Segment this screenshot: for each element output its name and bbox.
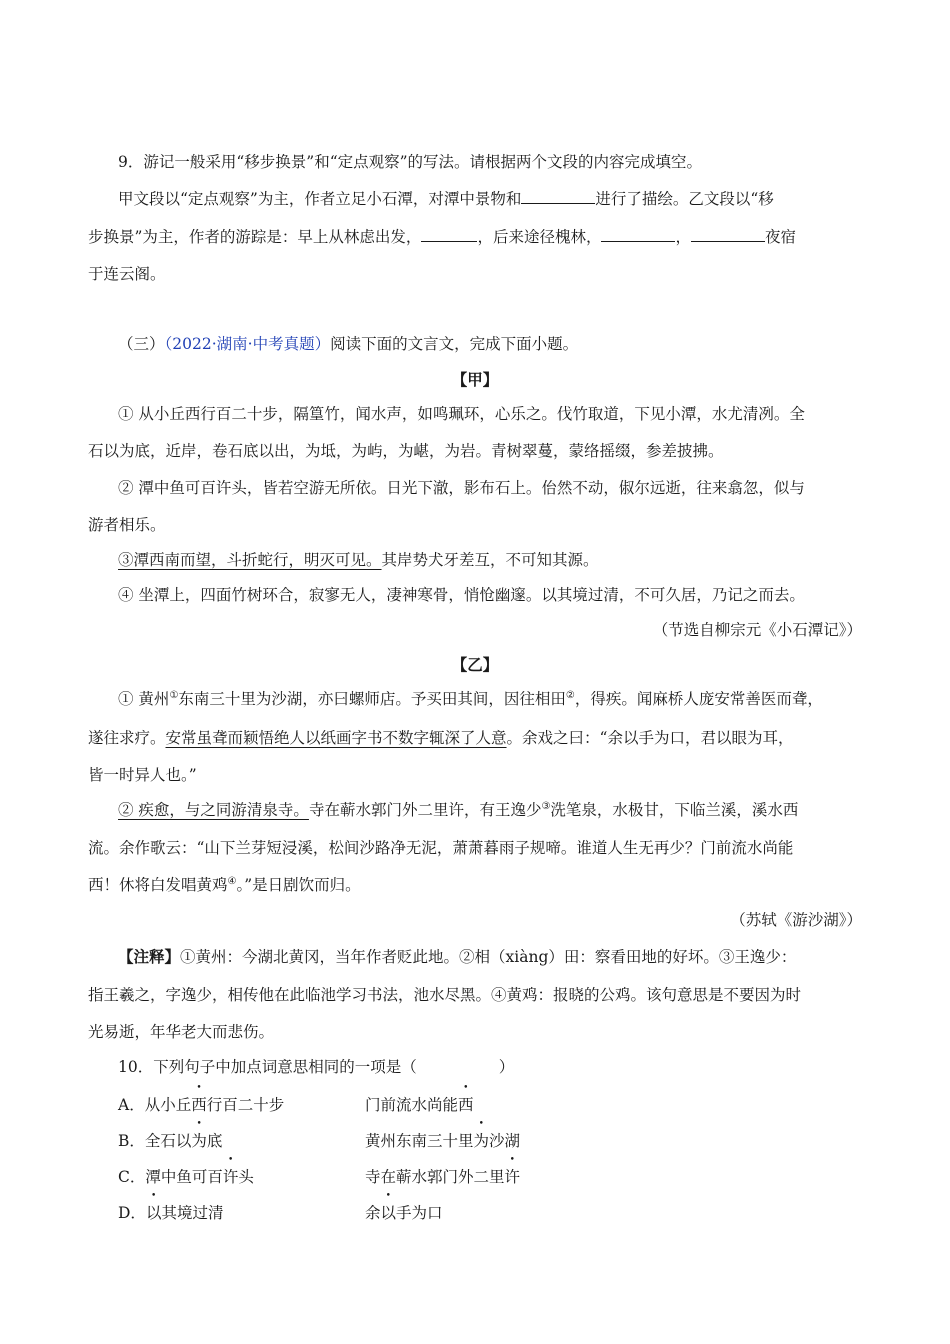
option-C-left[interactable] bbox=[118, 1167, 254, 1187]
passage-line bbox=[118, 550, 599, 570]
footnote-mark: ③ bbox=[541, 800, 551, 812]
option-text: 从小丘 bbox=[144, 1096, 192, 1114]
q9-line-3: 于连云阁。 bbox=[88, 265, 166, 283]
passage-jia-title: 【甲】 bbox=[451, 370, 499, 389]
option-C-right bbox=[365, 1167, 520, 1187]
q9-text: ， bbox=[675, 228, 691, 246]
option-text: 寺在蕲水郭门外二里 bbox=[365, 1168, 505, 1186]
dotted-char: 许 bbox=[222, 1168, 239, 1186]
dotted-char: 为 bbox=[191, 1132, 207, 1150]
passage-text: 其岸势犬牙差互，不可知其源。 bbox=[381, 551, 599, 569]
underlined-sentence: 安常虽聋而颖悟绝人以纸画字书不数字辄深了人意 bbox=[165, 729, 507, 747]
dotted-char: 西 bbox=[458, 1096, 474, 1114]
option-A-right bbox=[365, 1095, 474, 1115]
footnote-mark: ① bbox=[169, 689, 179, 701]
dotted-char: 西 bbox=[191, 1096, 207, 1114]
notes-line bbox=[118, 947, 796, 967]
q9-line-1 bbox=[118, 189, 774, 209]
passage-text: 洗笔泉，水极甘，下临兰溪，溪水西 bbox=[550, 801, 799, 819]
q10-paren-close: ） bbox=[498, 1058, 515, 1076]
q9-text: 步换景”为主，作者的游踪是：早上从林虑出发， bbox=[88, 228, 422, 246]
option-text: 门前流水尚能 bbox=[365, 1096, 459, 1114]
dotted-char: 以 bbox=[380, 1204, 397, 1222]
option-text: 全石以 bbox=[144, 1132, 192, 1150]
option-label: D． bbox=[118, 1204, 146, 1222]
option-label: C． bbox=[118, 1168, 146, 1186]
option-text: 行百二十步 bbox=[206, 1096, 285, 1114]
passage-text: ，得疾。闻麻桥人庞安常善医而聋， bbox=[574, 690, 823, 708]
passage-text: ① 黄州 bbox=[118, 690, 170, 708]
passage-source: （苏轼《游沙湖》） bbox=[730, 911, 862, 929]
answer-blank[interactable] bbox=[421, 227, 477, 242]
q9-text: 进行了描绘。乙文段以“移 bbox=[595, 190, 774, 208]
passage-line bbox=[118, 689, 823, 709]
underlined-sentence: ③潭西南而望，斗折蛇行，明灭可见。 bbox=[118, 551, 382, 569]
passage-text: ④ 坐潭上，四面竹树环合，寂寥无人，凄神寒骨，悄怆幽邃。以其境过清，不可久居，乃记之而去。 bbox=[118, 586, 805, 604]
dotted-char: 以 bbox=[145, 1204, 162, 1222]
option-text: 底 bbox=[206, 1132, 223, 1150]
option-label: A． bbox=[118, 1096, 145, 1114]
option-D-right bbox=[365, 1203, 443, 1223]
q10-stem: 10．下列句子中加点词意思相同的一项是（ bbox=[118, 1058, 417, 1076]
passage-yi-title: 【乙】 bbox=[451, 655, 499, 674]
q9-stem: 9．游记一般采用“移步换景”和“定点观察”的写法。请根据两个文段的内容完成填空。 bbox=[118, 153, 703, 171]
option-text: 潭中鱼可百 bbox=[145, 1168, 223, 1186]
q9-text: ，后来途径槐林， bbox=[477, 228, 602, 246]
passage-line bbox=[118, 800, 798, 820]
passage-text: 游者相乐。 bbox=[88, 516, 166, 534]
passage-source: （节选自柳宗元《小石潭记》） bbox=[652, 621, 862, 639]
source-tag: （2022·湖南·中考真题） bbox=[164, 335, 331, 353]
passage-text: 石以为底，近岸，卷石底以出，为坻，为屿，为嵁，为岩。青树翠蔓，蒙络摇缀，参差披拂。 bbox=[88, 442, 724, 460]
notes-text: ①黄州：今湖北黄冈，当年作者贬此地。②相（xiàng）田：察看田地的好坏。③王逸少： bbox=[180, 948, 797, 966]
answer-blank[interactable] bbox=[601, 227, 675, 242]
passage-text: 。”是日剧饮而归。 bbox=[236, 876, 361, 894]
notes-label: 【注释】 bbox=[118, 947, 181, 966]
passage-text: ① 从小丘西行百二十步，隔篁竹，闻水声，如鸣珮环，心乐之。伐竹取道，下见小潭，水尤清冽。全 bbox=[118, 405, 805, 423]
q9-line-2 bbox=[88, 227, 796, 247]
option-A-left[interactable] bbox=[118, 1095, 284, 1115]
option-D-left[interactable] bbox=[118, 1203, 223, 1223]
option-text: 黄州东南三十里 bbox=[365, 1132, 474, 1150]
passage-text: 西！休将白发唱黄鸡 bbox=[88, 876, 228, 894]
section-instruction: 阅读下面的文言文，完成下面小题。 bbox=[330, 335, 579, 353]
section-number: （三） bbox=[118, 335, 165, 353]
notes-text: 光易逝，年华老大而悲伤。 bbox=[88, 1023, 275, 1041]
answer-blank[interactable] bbox=[691, 227, 765, 242]
footnote-mark: ④ bbox=[227, 875, 237, 887]
underlined-sentence: ② 疾愈，与之同游清泉寺。 bbox=[118, 801, 309, 819]
section-header bbox=[118, 334, 578, 354]
option-text: 其境过清 bbox=[161, 1204, 224, 1222]
option-label: B． bbox=[118, 1132, 145, 1150]
option-B-left[interactable] bbox=[118, 1131, 222, 1151]
option-B-right bbox=[365, 1131, 520, 1151]
passage-text: ② 潭中鱼可百许头，皆若空游无所依。日光下澈，影布石上。佁然不动，俶尔远逝，往来翕忽，似与 bbox=[118, 479, 805, 497]
passage-text: 。余戏之曰：“余以手为口，君以眼为耳， bbox=[506, 729, 794, 747]
passage-text: 寺在蕲水郭门外二里许，有王逸少 bbox=[308, 801, 542, 819]
footnote-mark: ② bbox=[565, 689, 575, 701]
option-text: 头 bbox=[238, 1168, 254, 1186]
passage-text: 遂往求疗。 bbox=[88, 729, 166, 747]
q9-text: 夜宿 bbox=[764, 228, 796, 246]
q9-text: 甲文段以“定点观察”为主，作者立足小石潭，对潭中景物和 bbox=[118, 190, 522, 208]
dotted-char: 为 bbox=[473, 1132, 490, 1150]
passage-line bbox=[88, 728, 793, 748]
passage-text: 皆一时异人也。” bbox=[88, 766, 197, 784]
option-text: 沙湖 bbox=[489, 1132, 521, 1150]
passage-line bbox=[88, 875, 361, 895]
option-text: 手为口 bbox=[396, 1204, 443, 1222]
notes-text: 指王羲之，字逸少，相传他在此临池学习书法，池水尽黑。④黄鸡：报晓的公鸡。该句意思是不要因为时 bbox=[88, 986, 802, 1004]
q10-stem-line bbox=[118, 1057, 514, 1077]
option-text: 余 bbox=[365, 1204, 381, 1222]
answer-blank[interactable] bbox=[521, 189, 595, 204]
passage-text: 东南三十里为沙湖，亦曰螺师店。予买田其间，因往相田 bbox=[178, 690, 566, 708]
passage-text: 流。余作歌云：“山下兰芽短浸溪，松间沙路净无泥，萧萧暮雨子规啼。谁道人生无再少？门前流水尚能 bbox=[88, 839, 794, 857]
dotted-char: 许 bbox=[504, 1168, 521, 1186]
